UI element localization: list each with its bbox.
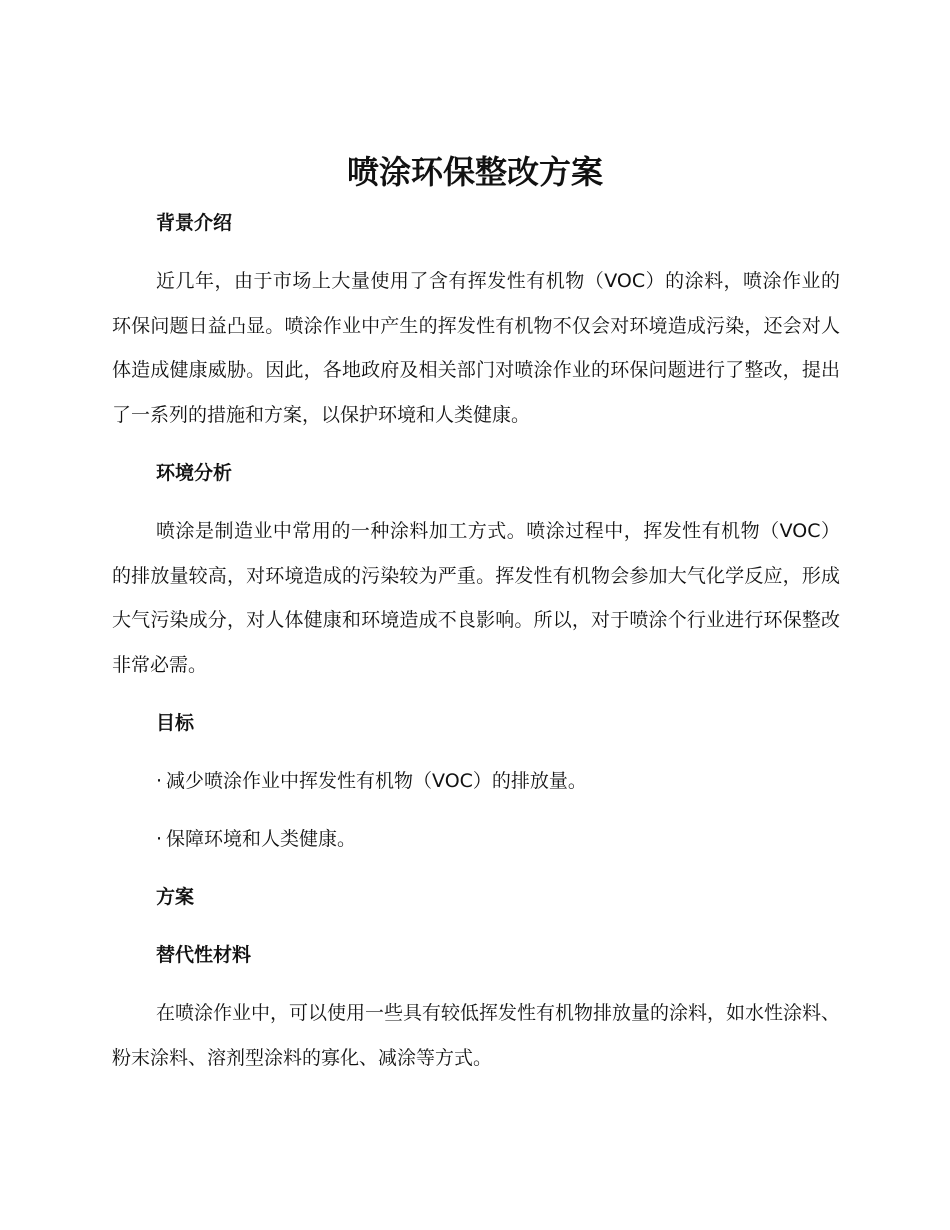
document-body — [112, 201, 840, 1094]
section-heading-materials: 替代性材料 — [156, 944, 252, 966]
paragraph-materials: 在喷涂作业中，可以使用一些具有较低挥发性有机物排放量的涂料，如水性涂料、粉末涂料、溶剂型涂料的寡化、减涂等方式。 — [112, 1002, 841, 1069]
section-heading-goals: 目标 — [156, 712, 195, 734]
section-heading-background: 背景介绍 — [156, 212, 233, 234]
bullet-icon: · — [156, 828, 163, 850]
bullet-icon: · — [156, 770, 163, 792]
goal-list-item — [112, 759, 840, 803]
section-heading-plan: 方案 — [156, 886, 195, 908]
document-title: 喷涂环保整改方案 — [346, 153, 603, 191]
section-heading-analysis: 环境分析 — [156, 462, 233, 484]
goal-item-text: 减少喷涂作业中挥发性有机物（VOC）的排放量。 — [166, 770, 587, 792]
paragraph-analysis: 喷涂是制造业中常用的一种涂料加工方式。喷涂过程中，挥发性有机物（VOC）的排放量较高，对环境造成的污染较为严重。挥发性有机物会参加大气化学反应，形成大气污染成分，对人体健康和环境造成不良影响。所以，对于喷涂个行业进行环保整改非常必需。 — [112, 520, 840, 676]
paragraph-background: 近几年，由于市场上大量使用了含有挥发性有机物（VOC）的涂料，喷涂作业的环保问题日益凸显。喷涂作业中产生的挥发性有机物不仅会对环境造成污染，还会对人体造成健康威胁。因此，各地政府及相关部门对喷涂作业的环保问题进行了整改，提出了一系列的措施和方案，以保护环境和人类健康。 — [112, 270, 840, 426]
goal-list-item — [112, 817, 840, 861]
goal-item-text: 保障环境和人类健康。 — [166, 828, 357, 850]
